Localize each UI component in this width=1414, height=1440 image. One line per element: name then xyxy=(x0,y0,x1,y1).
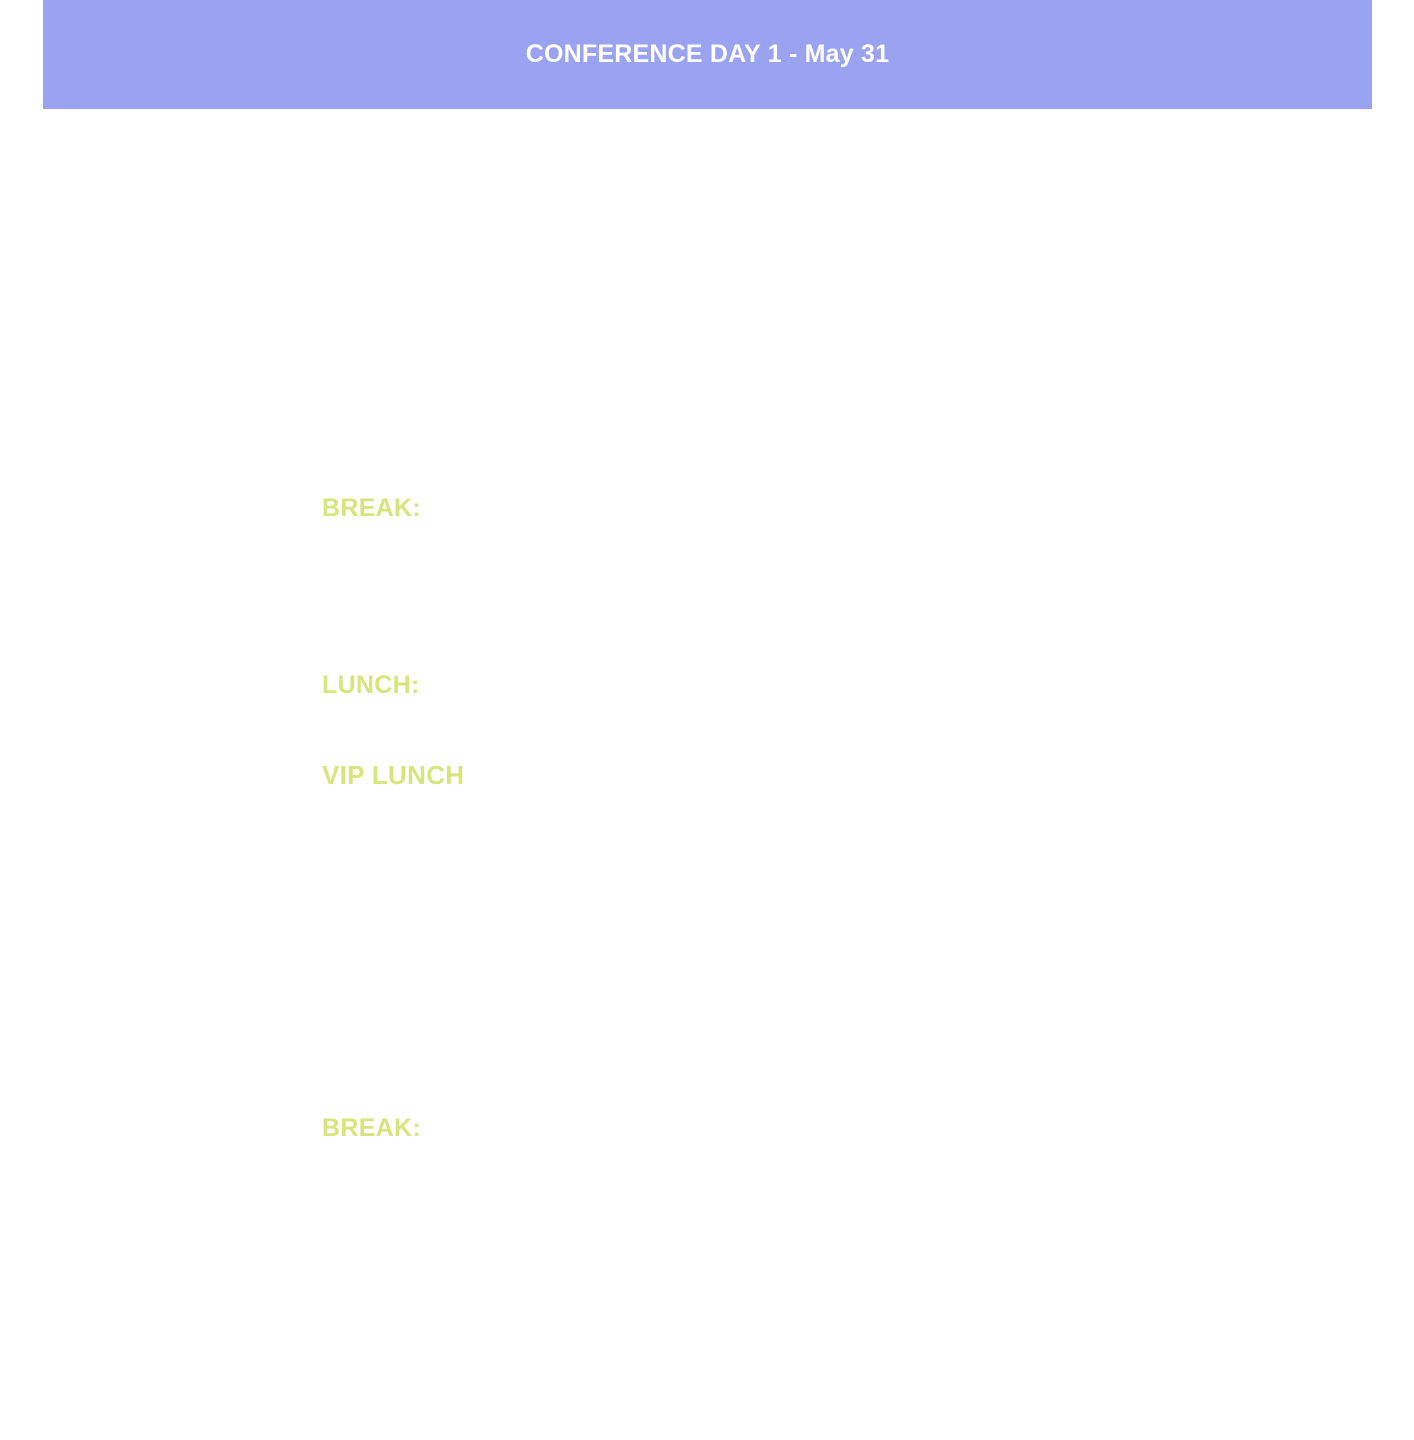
schedule-break-label-2: BREAK: xyxy=(322,1114,422,1142)
page-header xyxy=(43,0,1372,109)
schedule-vip-lunch-label: VIP LUNCH xyxy=(322,760,465,790)
page-title: CONFERENCE DAY 1 - May 31 xyxy=(525,40,890,68)
schedule-lunch-label: LUNCH: xyxy=(322,671,420,699)
schedule-break-label: BREAK: xyxy=(322,494,422,522)
